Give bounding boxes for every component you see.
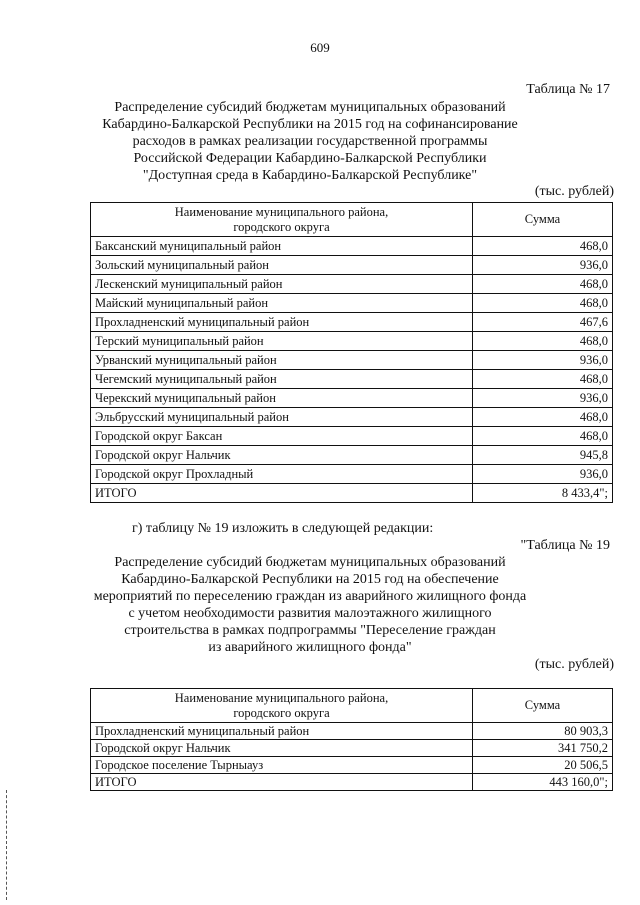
row-name: Городской округ Прохладный [91,465,473,484]
row-name: Лескенский муниципальный район [91,275,473,294]
header-line: Наименование муниципального района, [174,204,389,219]
row-sum: 8 433,4"; [473,484,613,503]
table19-title [80,554,540,656]
table-row [91,256,613,275]
name-column-header [91,689,473,723]
table-header-row [91,203,613,237]
table17 [90,202,613,503]
row-name: Черекский муниципальный район [91,389,473,408]
row-sum: 468,0 [473,275,613,294]
table-row [91,313,613,332]
table-header-row [91,689,613,723]
table17-title-line: Распределение субсидий бюджетам муниципальных образований [114,100,506,115]
table19-title-line: Кабардино-Балкарской Республики на 2015 год на обеспечение [121,572,499,587]
table17-title-line: Кабардино-Балкарской Республики на 2015 год на софинансирование [102,117,518,132]
table19-title-line: Распределение субсидий бюджетам муниципальных образований [114,555,506,570]
table-row [91,484,613,503]
row-name: Терский муниципальный район [91,332,473,351]
row-sum: 936,0 [473,351,613,370]
table19-body [91,723,613,791]
row-name: ИТОГО [91,484,473,503]
table17-number: Таблица № 17 [526,82,610,97]
row-name: Зольский муниципальный район [91,256,473,275]
row-name: Эльбрусский муниципальный район [91,408,473,427]
table-row [91,723,613,740]
row-sum: 443 160,0"; [473,774,613,791]
table19-number: "Таблица № 19 [520,538,610,553]
header-line: городского округа [233,219,330,234]
row-name: Чегемский муниципальный район [91,370,473,389]
table-row [91,446,613,465]
table-row [91,740,613,757]
table-row [91,408,613,427]
table19-title-line: из аварийного жилищного фонда" [208,640,412,655]
table17-title-line: расходов в рамках реализации государственной программы [132,134,488,149]
table17-title [80,99,540,184]
row-name: Прохладненский муниципальный район [91,313,473,332]
row-sum: 341 750,2 [473,740,613,757]
row-sum: 467,6 [473,313,613,332]
table-row [91,275,613,294]
row-name: Городской округ Нальчик [91,740,473,757]
table-row [91,774,613,791]
table19-title-line: мероприятий по переселению граждан из аварийного жилищного фонда [93,589,527,604]
row-sum: 468,0 [473,294,613,313]
row-name: Городской округ Баксан [91,427,473,446]
row-sum: 80 903,3 [473,723,613,740]
row-sum: 20 506,5 [473,757,613,774]
row-sum: 468,0 [473,237,613,256]
table-row [91,427,613,446]
row-sum: 468,0 [473,408,613,427]
table-row [91,294,613,313]
page-number: 609 [310,40,330,55]
table17-units: (тыс. рублей) [534,184,614,199]
header-line: городского округа [233,705,330,720]
row-name: ИТОГО [91,774,473,791]
table17-title-line: Российской Федерации Кабардино-Балкарской Республики [133,151,487,166]
row-sum: 468,0 [473,427,613,446]
sum-column-header: Сумма [473,203,613,237]
table-row [91,370,613,389]
table-row [91,237,613,256]
row-name: Баксанский муниципальный район [91,237,473,256]
table-row [91,389,613,408]
row-sum: 936,0 [473,465,613,484]
row-name: Прохладненский муниципальный район [91,723,473,740]
row-sum: 936,0 [473,389,613,408]
table-row [91,332,613,351]
row-sum: 468,0 [473,370,613,389]
table-row [91,757,613,774]
instruction-text: г) таблицу № 19 изложить в следующей редакции: [132,521,434,536]
table19-units: (тыс. рублей) [534,657,614,672]
row-name: Городское поселение Тырныауз [91,757,473,774]
row-name: Майский муниципальный район [91,294,473,313]
header-line: Наименование муниципального района, [174,690,389,705]
table19 [90,688,613,791]
table19-title-line: с учетом необходимости развития малоэтажного жилищного [128,606,492,621]
row-name: Урванский муниципальный район [91,351,473,370]
row-name: Городской округ Нальчик [91,446,473,465]
margin-mark [6,790,8,900]
row-sum: 945,8 [473,446,613,465]
table-row [91,465,613,484]
table-row [91,351,613,370]
table19-title-line: строительства в рамках подпрограммы "Переселение граждан [124,623,496,638]
row-sum: 468,0 [473,332,613,351]
table17-title-line: "Доступная среда в Кабардино-Балкарской Республике" [142,168,478,183]
table17-body [91,237,613,503]
name-column-header [91,203,473,237]
row-sum: 936,0 [473,256,613,275]
sum-column-header: Сумма [473,689,613,723]
